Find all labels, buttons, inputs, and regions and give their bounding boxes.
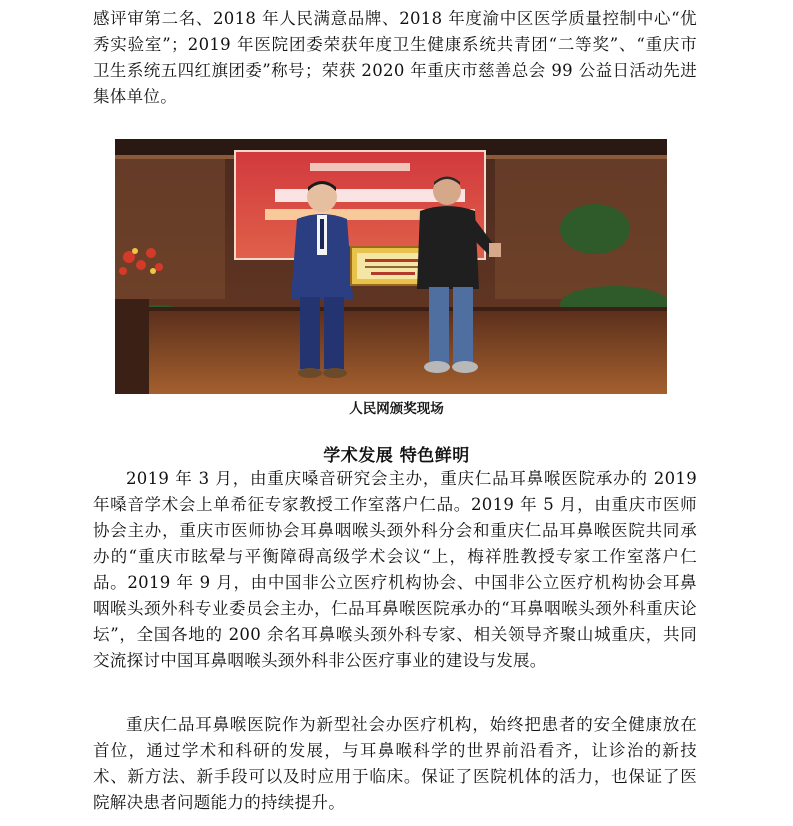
body-paragraph: 2019 年 3 月，由重庆嗓音研究会主办，重庆仁品耳鼻喉医院承办的 2019 年嗓音学术会上单希征专家教授工作室落户仁品。2019 年 5 月，由重庆市医师协会主办，重庆市医师协会耳鼻咽喉头颈外科分会和重庆仁品耳鼻喉医院共同承办的“重庆市眩晕与平衡障碍高级学术会议“上，梅祥胜教授专家工作室落户仁品。2019 年 9 月，由中国非公立医疗机构协会、中国非公立医疗机构协会耳鼻咽喉头颈外科专业委员会主办，仁品耳鼻喉医院承办的“耳鼻咽喉头颈外科重庆论坛”，全国各地的 200 余名耳鼻喉头颈外科专家、相关领导齐聚山城重庆，共同交流探讨中国耳鼻咽喉头颈外科非公医疗事业的建设与发展。	[93, 469, 697, 670]
photo-caption: 人民网颁奖现场	[349, 401, 444, 417]
section-heading: 学术发展 特色鲜明	[323, 446, 470, 466]
body-paragraph: 重庆仁品耳鼻喉医院作为新型社会办医疗机构，始终把患者的安全健康放在首位，通过学术和科研的发展，与耳鼻喉科学的世界前沿看齐，让诊治的新技术、新方法、新手段可以及时应用于临床。保证了医院机体的活力，也保证了医院解决患者问题能力的持续提升。	[93, 715, 697, 812]
award-ceremony-photo	[115, 139, 667, 394]
intro-paragraph: 感评审第二名、2018 年人民满意品牌、2018 年度渝中区医学质量控制中心“优秀实验室”；2019 年医院团委荣获年度卫生健康系统共青团“二等奖”、“重庆市卫生系统五四红旗团委”称号；荣获 2020 年重庆市慈善总会 99 公益日活动先进集体单位。	[93, 9, 697, 106]
